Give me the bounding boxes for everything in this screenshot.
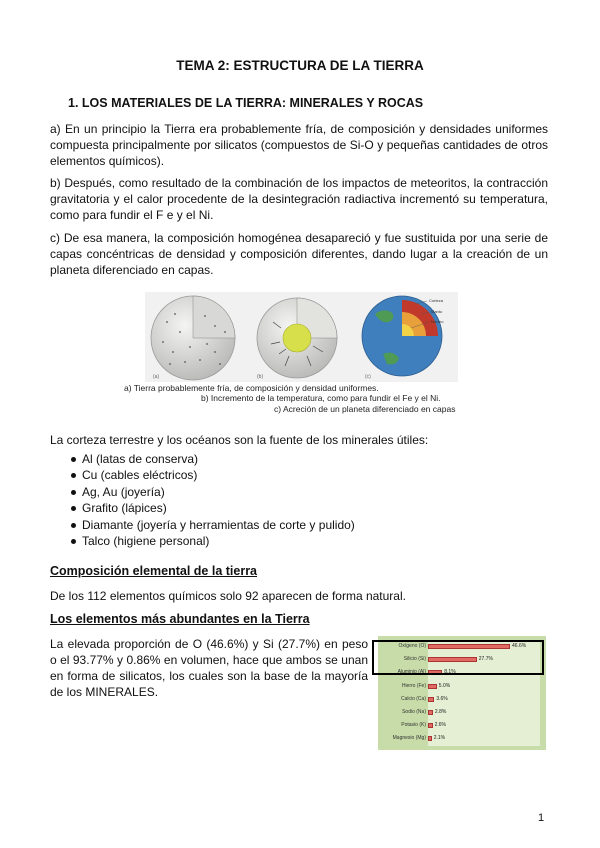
- section-heading: 1. LOS MATERIALES DE LA TIERRA: MINERALES Y ROCAS: [68, 96, 424, 110]
- data-label: 27.7%: [478, 656, 493, 663]
- data-label: 2.1%: [433, 735, 446, 742]
- sphere-c-label: (c): [365, 374, 371, 380]
- highlight-box: [372, 640, 544, 675]
- category-label: Oxígeno (O): [398, 643, 426, 649]
- abundant-text: La elevada proporción de O (46.6%) y Si (27.7%) en peso o el 93.77% y 0.86% en volumen, hace que ambos se unan en forma de silicatos, los cuales son la base de la mayoría de los MINERALES.: [50, 637, 368, 699]
- list-item: Al (latas de conserva): [50, 451, 355, 467]
- bar: [428, 723, 433, 728]
- earth-figure: [145, 292, 458, 382]
- minerals-intro: La corteza terrestre y los océanos son la fuente de los minerales útiles:: [50, 433, 429, 447]
- data-label: 2.8%: [434, 709, 447, 715]
- paragraph-c: c) De esa manera, la composición homogénea desapareció y fue sustituida por una serie de capas concéntricas de densidad y composición diferentes, dando lugar a la creación de un planeta diferenciado en capas.: [50, 231, 548, 277]
- category-label: Aluminio (Al): [397, 669, 426, 676]
- sphere-a-label: (a): [153, 374, 160, 380]
- list-item: Talco (higiene personal): [50, 533, 355, 549]
- minerals-list: [50, 451, 355, 549]
- category-label: Hierro (Fe): [401, 682, 426, 689]
- list-item: Ag, Au (joyería): [50, 484, 355, 500]
- bar: [428, 736, 432, 741]
- list-item: Grafito (lápices): [50, 500, 355, 516]
- sphere-b: [257, 298, 337, 380]
- composition-heading: Composición elemental de la tierra: [50, 564, 258, 578]
- layer-label-nucleo: Núcleo: [431, 319, 444, 324]
- data-label: 5.0%: [438, 682, 451, 689]
- data-label: 3.6%: [436, 695, 448, 702]
- category-label: Magnesio (Mg): [392, 735, 426, 742]
- category-label: Sodio (Na): [402, 709, 426, 715]
- category-label: Silicio (Si): [403, 656, 426, 663]
- data-label: 2.6%: [434, 722, 446, 729]
- bar: [428, 710, 433, 715]
- page-number: 1: [538, 812, 545, 824]
- sphere-a: [151, 296, 235, 380]
- category-label: Potasio (K): [401, 722, 426, 729]
- figure-caption-c: c) Acreción de un planeta diferenciado en capas: [274, 404, 456, 414]
- paragraph-b: b) Después, como resultado de la combinación de los impactos de meteoritos, la contracción gravitatoria y el calor procedente de la desintegración radiactiva incrementó su temperatura, como para fundir el F e y el Ni.: [50, 176, 548, 222]
- earth-illustration: [145, 292, 458, 382]
- figure-caption-b: b) Incremento de la temperatura, como para fundir el Fe y el Ni.: [201, 393, 441, 403]
- bar: [428, 697, 434, 702]
- sphere-b-label: (b): [257, 374, 264, 380]
- composition-text: De los 112 elementos químicos solo 92 aparecen de forma natural.: [50, 589, 406, 603]
- sphere-c: [362, 296, 444, 380]
- data-label: 8.1%: [444, 669, 456, 676]
- list-item: Cu (cables eléctricos): [50, 467, 355, 483]
- abundant-heading: Los elementos más abundantes en la Tierra: [50, 612, 310, 626]
- layer-label-corteza: Corteza: [429, 298, 444, 303]
- bar: [428, 684, 437, 689]
- page-title: TEMA 2: ESTRUCTURA DE LA TIERRA: [176, 58, 424, 73]
- list-item: Diamante (joyería y herramientas de corte y pulido): [50, 517, 355, 533]
- figure-caption-a: a) Tierra probablemente fría, de composición y densidad uniformes.: [124, 383, 379, 393]
- layer-label-manto: Manto: [431, 309, 443, 314]
- data-label: 46.6%: [512, 643, 527, 649]
- paragraph-a: a) En un principio la Tierra era probablemente fría, de composición y densidades uniformes compuesta principalmente por silicatos (compuestos de Si-O y pequeñas cantidades de otros elementos químicos).: [50, 122, 548, 168]
- category-label: Calcio (Ca): [400, 695, 426, 702]
